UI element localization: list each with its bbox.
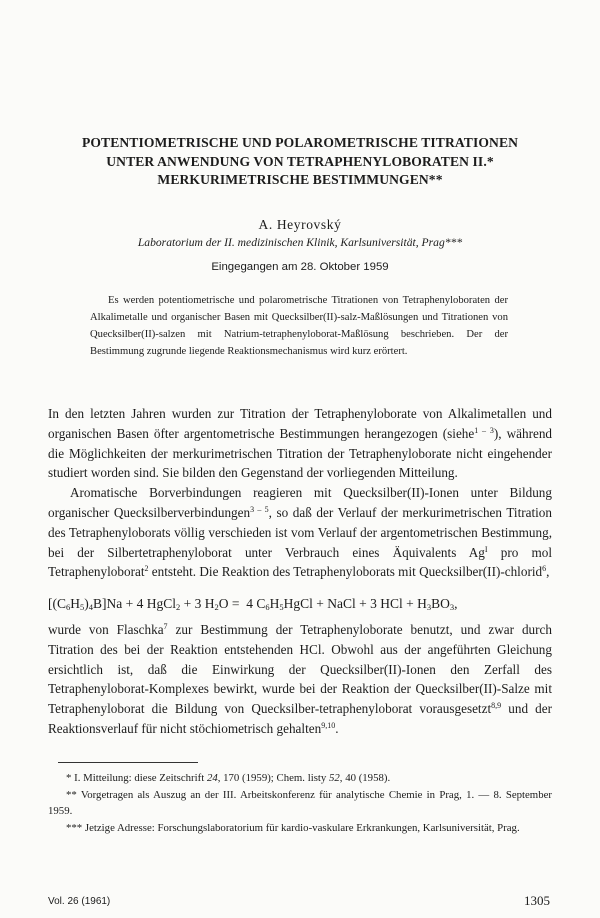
volume-info: Vol. 26 (1961): [48, 896, 111, 907]
body-text: [48, 404, 552, 739]
reaction-equation: $[(C_6H_5)_4B]Na + 4$ HgCl$_2$ + 3 $H_2O = 4$ $C_6H_5HgCl$ + NaCl + 3 HCl + $H_3BO_3$,: [48, 596, 458, 613]
received-date: Eingegangen am 28. Oktober 1959: [211, 261, 389, 273]
author: A. Heyrovský: [258, 217, 342, 232]
citation: 2: [144, 564, 149, 574]
citation: 1 – 3: [474, 425, 494, 435]
abstract: Es werden potentiometrische und polarometrische Titrationen von Tetraphenyloboraten der Alkalimetalle und organischer Basen mit Quecksilber(II)-salz-Maßlösungen und Titrationen von Quecksilber(II)-salzen mit Natrium-tetraphenyloborat-Maßlösung beschrieben. Der der Bestimmung zugrunde liegende Reaktionsmechanismus wird kurz erörtert.: [90, 295, 508, 357]
page-number: 1305: [524, 893, 550, 908]
title-line-1: POTENTIOMETRISCHE UND POLAROMETRISCHE TITRATIONEN: [81, 135, 519, 150]
affiliation: Laboratorium der II. medizinischen Klinik, Karlsuniversität, Prag***: [137, 236, 463, 249]
citation: 6: [542, 564, 547, 574]
citation: 8,9: [491, 701, 502, 711]
paper-title: [40, 134, 560, 190]
footnote-1: * I. Mitteilung: diese Zeitschrift 24, 170 (1959); Chem. listy 52, 40 (1958).: [66, 772, 391, 784]
footnote-rule: [58, 762, 198, 763]
title-line-3: MERKURIMETRISCHE BESTIMMUNGEN**: [157, 172, 443, 187]
title-line-2: UNTER ANWENDUNG VON TETRAPHENYLOBORATEN II.*: [106, 153, 494, 169]
footnotes: [48, 770, 552, 836]
citation: 9,10: [321, 720, 336, 730]
citation: 3 – 5: [250, 504, 269, 514]
footnote-3: *** Jetzige Adresse: Forschungslaboratorium für kardio-vaskulare Erkrankungen, Karlsuniversität, Prag.: [66, 821, 520, 834]
paragraph-1: In den letzten Jahren wurden zur Titration der Tetraphenyloborate von Alkalimetallen und organischen Basen öfter argentometrische Bestimmungen herangezogen (siehe$^{1 - 3}$), während die Möglichkeiten der merkurimetrischen Titration der Tetraphenyloborate nicht eingehender studiert worden sind. Sie bilden den Gegenstand der vorliegenden Mitteilung.: [48, 406, 553, 481]
paragraph-2: Aromatische Borverbindungen reagieren mit Quecksilber(II)-Ionen unter Bildung organischer Quecksilberverbindungen$^{3 - 5}$, so daß der Verlauf der merkurimetrischen Titration des Tetraphenyloborats völlig verschieden ist vom Verlauf der argentometrischen Bestimmung, bei der Silbertetraphenyloborat unter Verbrauch eines Äquivalents $Ag^I$ pro mol Tetraphenyloborat$^2$ entsteht. Die Reaktion des Tetraphenyloborats mit Quecksilber(II)-chlorid$^6$,: [48, 485, 552, 580]
citation: 7: [163, 621, 168, 631]
footnote-2: ** Vorgetragen als Auszug an der III. Arbeitskonferenz für analytische Chemie in Prag, 1. — 8. September 1959.: [48, 788, 552, 817]
paragraph-3: wurde von Flaschka$^7$ zur Bestimmung der Tetraphenyloborate benutzt, und zwar durch Titration des bei der Reaktion entstehenden HCl. Obwohl aus der angeführten Gleichung ersichtlich ist, daß die Einwirkung der Quecksilber(II)-Ionen den Zerfall des Tetraphenyloborat-Komplexes bewirkt, wurde bei der Reaktion der Quecksilber(II)-Salze mit Tetraphenyloborat die Bildung von Quecksilber-tetraphenyloborat vorausgesetzt$^{8,9}$ und der Reaktionsverlauf für nicht stöchiometrisch gehalten$^{9,10}$.: [48, 621, 552, 736]
